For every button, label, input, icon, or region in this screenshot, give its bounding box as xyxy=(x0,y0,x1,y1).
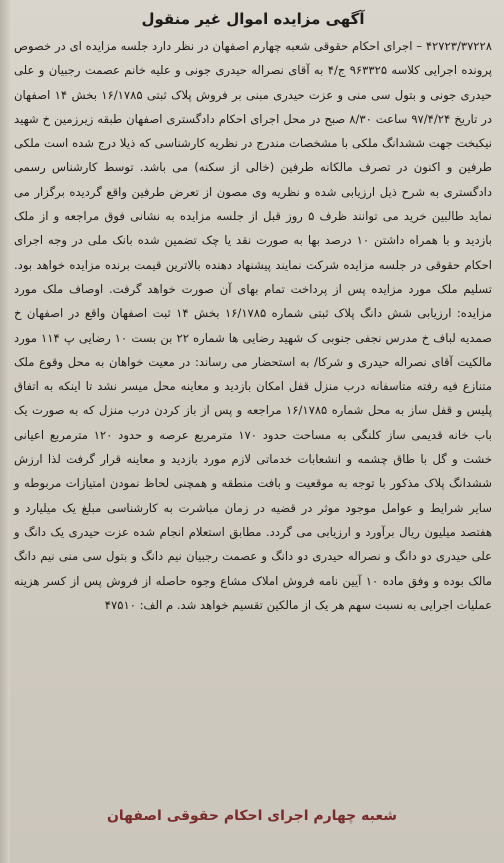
notice-title: آگهی مزایده اموال غیر منقول xyxy=(141,10,365,28)
notice-signature: شعبه چهارم اجرای احکام حقوقی اصفهان xyxy=(106,808,398,824)
notice-body: ۴۲۷۲۳/۳۷۲۲۸ – اجرای احکام حقوقی شعبه چهارم اصفهان در نظر دارد جلسه مزایده ای در خصوص پرونده اجرایی کلاسه ۹۶۳۳۲۵ ج/۴ به آقای نصراله حیدری جونی و علیه خانم عصمت رجبیان و علی حیدری جونی و بتول سی منی و عزت حیدری مبنی بر فروش پلاک ثبتی ۱۶/۱۷۸۵ بخش ۱۴ اصفهان در تاریخ ۹۷/۴/۲۴ ساعت ۸/۳۰ صبح در محل اجرای احکام دادگستری اصفهان طبقه زیرزمین خ شهید نیکبخت جهت ششدانگ ملکی با مشخصات مندرج در نظریه کارشناسی که ذیلا درج شده است ملکی طرفین و اکنون در تصرف مالکانه طرفین (خالی از سکنه) می باشد. توسط کارشناس رسمی دادگستری به شرح ذیل ارزیابی شده و نظریه وی مصون از تعرض طرفین واقع گردیده برگزار می نماید طالبین خرید می توانند ظرف ۵ روز قبل از جلسه مزایده به نشانی فوق مراجعه و از ملک بازدید و با همراه داشتن ۱۰ درصد بها به صورت نقد یا چک تضمین شده بانک ملی در وجه اجرای احکام حقوقی در جلسه مزایده شرکت نمایند پیشنهاد دهنده بالاترین قیمت برنده مزایده خواهد بود. تسلیم ملک مورد مزایده پس از پرداخت تمام بهای آن صورت خواهد گرفت. اوصاف ملک مورد مزایده: ارزیابی شش دانگ پلاک ثبتی شماره ۱۶/۱۷۸۵ بخش ۱۴ ثبت اصفهان واقع در اصفهان خ صمدیه لباف خ مدرس نجفی جنوبی ک شهید رضایی ها شماره ۲۲ بن بست ۱۰ رضایی پ ۱۱۴ مورد مالکیت آقای نصراله حیدری و شرکا/ به استحضار می رساند: در معیت خواهان به محل وقوع ملک متنازع فیه رفته متاسفانه درب منزل قفل امکان بازدید و معاینه محل میسر نشد تا اینکه به اتفاق پلیس و قفل ساز به محل شماره ۱۶/۱۷۸۵ مراجعه و پس از باز کردن درب منزل که به صورت یک باب خانه قدیمی ساز کلنگی به مساحت حدود ۱۷۰ مترمربع عرصه و حدود ۱۲۰ مترمربع اعیانی خشت و گل با طاق چشمه و انشعابات خدماتی لازم مورد بازدید و معاینه قرار گرفت لذا ارزش ششدانگ پلاک مذکور با توجه به موقعیت و بافت منطقه و همچنی لحاظ نمودن امتیازات مربوطه و سایر شرایط و عوامل موجود موثر در قضیه در زمان مباشرت به کارشناسی مبلغ یک میلیارد و هفتصد میلیون ریال برآورد و ارزیابی می گردد. مطابق استعلام انجام شده عزت حیدری یک دانگ و علی حیدری دو دانگ و نصراله حیدری دو دانگ و عصمت رجبیان نیم دانگ و بتول سی منی نیم دانگ مالک بوده و وفق ماده ۱۰ آیین نامه فروش املاک مشاع وجوه حاصله از فروش پس از کسر هزینه عملیات اجرایی به نسبت سهم هر یک از مالکین تقسیم خواهد شد. م الف: ۴۷۵۱۰ xyxy=(14,39,493,612)
page-fold-shadow xyxy=(0,0,10,863)
notice-column xyxy=(14,8,492,818)
